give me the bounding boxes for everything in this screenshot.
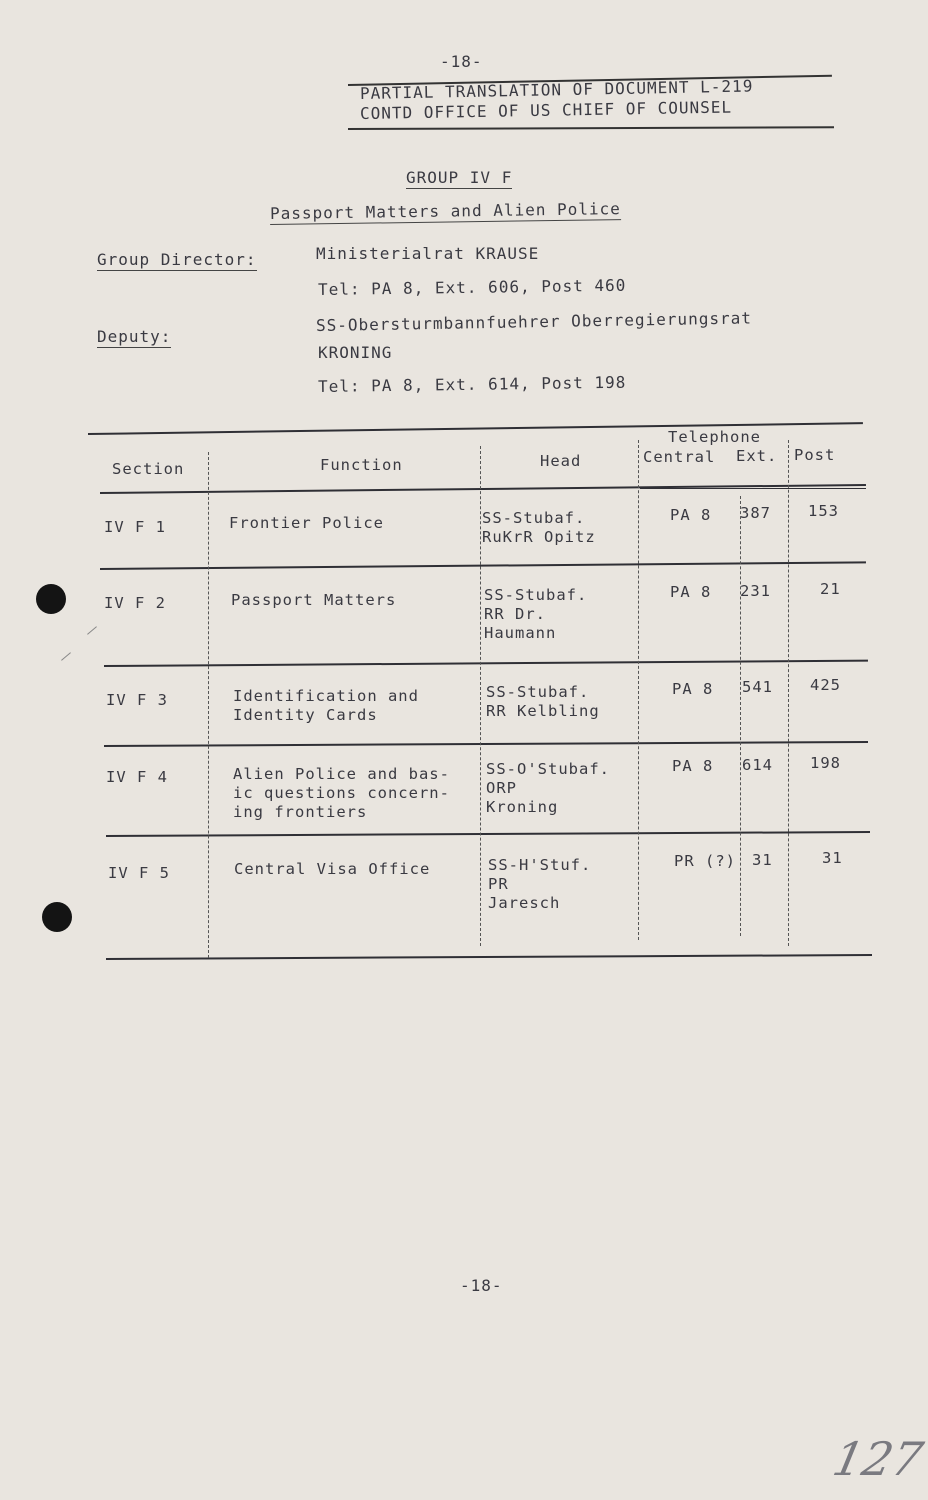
col-divider-2 <box>480 446 481 946</box>
row-4-function: Alien Police and bas- ic questions concern- ing frontiers <box>233 765 450 821</box>
page-number-bottom: -18- <box>460 1276 503 1295</box>
row-2-function: Passport Matters <box>231 591 397 609</box>
row-rule-1 <box>100 561 866 569</box>
row-3-central: PA 8 <box>672 680 714 698</box>
row-1-post: 153 <box>808 502 839 520</box>
header-line-2: CONTD OFFICE OF US CHIEF OF COUNSEL <box>359 97 733 123</box>
row-rule-3 <box>104 741 868 747</box>
row-5-post: 31 <box>822 849 843 867</box>
col-divider-5 <box>788 440 789 946</box>
deputy-tel: Tel: PA 8, Ext. 614, Post 198 <box>317 372 627 396</box>
header-head: Head <box>540 452 582 470</box>
telephone-sub-rule <box>640 488 866 489</box>
deputy-name-line-2: KRONING <box>318 343 393 362</box>
table-bottom-rule <box>106 954 872 960</box>
row-5-section: IV F 5 <box>108 864 170 882</box>
handwritten-page-number: 127 <box>828 1432 928 1486</box>
director-label: Group Director: <box>97 250 257 269</box>
row-5-central: PR (?) <box>674 852 736 870</box>
col-divider-4 <box>740 496 741 936</box>
row-1-central: PA 8 <box>670 506 712 524</box>
row-5-function: Central Visa Office <box>234 860 431 878</box>
row-3-post: 425 <box>810 676 841 694</box>
row-rule-2 <box>104 660 868 667</box>
group-subtitle: Passport Matters and Alien Police <box>269 199 621 223</box>
row-3-function: Identification and Identity Cards <box>233 687 419 724</box>
punch-hole-bottom <box>42 902 72 932</box>
row-2-head: SS-Stubaf. RR Dr. Haumann <box>484 586 588 642</box>
row-3-head: SS-Stubaf. RR Kelbling <box>486 683 600 720</box>
row-4-post: 198 <box>810 754 841 772</box>
row-1-head: SS-Stubaf. RuKrR Opitz <box>482 509 596 546</box>
director-name: Ministerialrat KRAUSE <box>316 244 540 263</box>
row-1-section: IV F 1 <box>104 518 166 536</box>
row-4-head: SS-O'Stubaf. ORP Kroning <box>486 760 610 816</box>
row-3-section: IV F 3 <box>106 691 168 709</box>
row-2-ext: 231 <box>740 582 771 600</box>
row-2-central: PA 8 <box>670 583 712 601</box>
row-rule-4 <box>106 831 870 837</box>
col-divider-3 <box>638 440 639 940</box>
header-section: Section <box>112 460 185 478</box>
row-5-head: SS-H'Stuf. PR Jaresch <box>488 856 592 912</box>
row-1-ext: 387 <box>740 504 771 522</box>
row-2-post: 21 <box>820 580 841 598</box>
row-4-central: PA 8 <box>672 757 714 775</box>
header-telephone: Telephone <box>668 428 761 446</box>
header-function: Function <box>320 456 403 474</box>
stray-mark <box>87 626 97 634</box>
page-number-top: -18- <box>440 52 483 71</box>
deputy-name-line-1: SS-Obersturmbannfuehrer Oberregierungsrat <box>315 308 753 335</box>
row-4-section: IV F 4 <box>106 768 168 786</box>
director-tel: Tel: PA 8, Ext. 606, Post 460 <box>317 275 627 299</box>
deputy-label: Deputy: <box>97 327 172 346</box>
punch-hole-top <box>36 584 66 614</box>
col-divider-1 <box>208 452 209 958</box>
stray-mark <box>61 652 71 660</box>
row-4-ext: 614 <box>742 756 773 774</box>
header-central: Central <box>643 448 716 466</box>
row-1-function: Frontier Police <box>229 514 384 532</box>
header-line-1: PARTIAL TRANSLATION OF DOCUMENT L-219 <box>359 76 754 103</box>
row-2-section: IV F 2 <box>104 594 166 612</box>
row-5-ext: 31 <box>752 851 773 869</box>
header-post: Post <box>794 446 836 464</box>
header-rule-bottom <box>348 126 834 130</box>
group-title: GROUP IV F <box>406 168 513 187</box>
row-3-ext: 541 <box>742 678 773 696</box>
header-ext: Ext. <box>736 447 778 465</box>
